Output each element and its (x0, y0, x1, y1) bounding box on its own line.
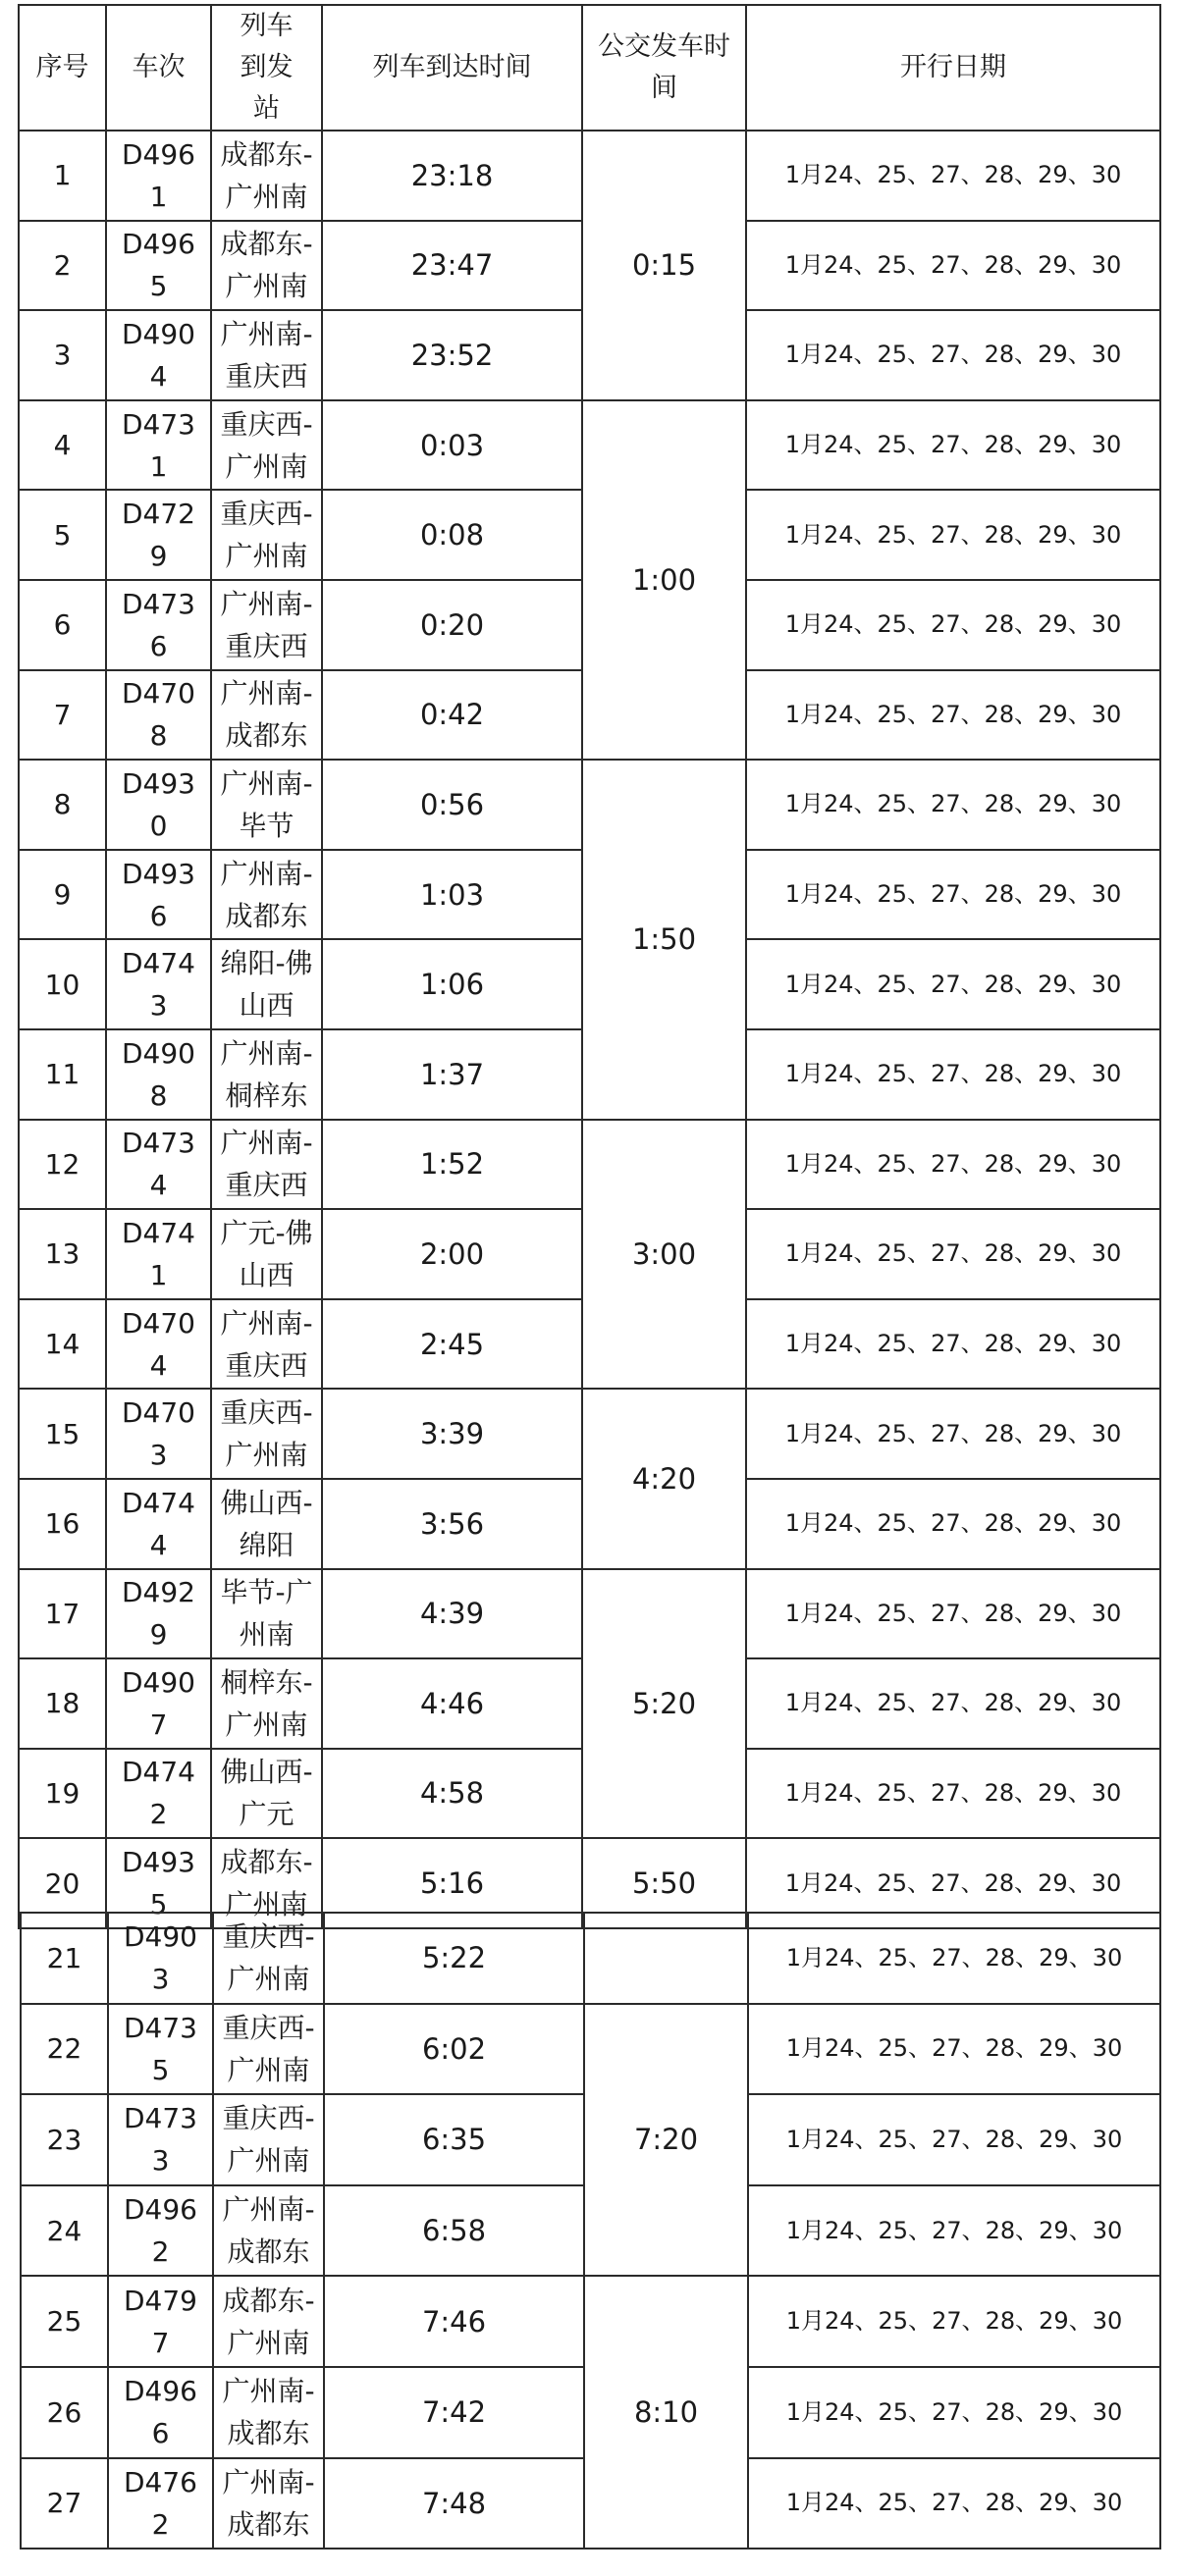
train-number-cell: D4961 (106, 131, 211, 221)
train-number-cell: D4908 (106, 1029, 211, 1120)
arrival-time-cell: 1:03 (322, 850, 582, 940)
train-number-cell: D4965 (106, 221, 211, 311)
header-arrival: 列车到达时间 (322, 5, 582, 131)
route-cell: 广州南-成都东 (211, 850, 322, 940)
train-number-cell: D4704 (106, 1299, 211, 1390)
table-1-body (19, 131, 1160, 1928)
train-number-cell: D4935 (106, 1838, 211, 1928)
bus-departure-cell: 4:20 (582, 1389, 746, 1568)
arrival-time-cell: 3:39 (322, 1389, 582, 1479)
arrival-time-cell: 7:42 (324, 2367, 584, 2458)
seq-cell: 27 (21, 2458, 108, 2550)
seq-cell: 14 (19, 1299, 106, 1390)
run-dates-cell: 1月24、25、27、28、29、30 (748, 2094, 1160, 2185)
seq-cell: 4 (19, 400, 106, 491)
seq-cell: 12 (19, 1120, 106, 1210)
train-number-cell: D4962 (108, 2185, 213, 2277)
run-dates-cell: 1月24、25、27、28、29、30 (746, 1120, 1160, 1210)
route-cell: 广州南-重庆西 (211, 310, 322, 400)
run-dates-cell: 1月24、25、27、28、29、30 (746, 760, 1160, 850)
route-cell: 绵阳-佛山西 (211, 939, 322, 1029)
seq-cell: 17 (19, 1569, 106, 1659)
table-row (21, 1913, 1160, 2004)
route-cell: 广州南-毕节 (211, 760, 322, 850)
table-row (19, 1569, 1160, 1659)
arrival-time-cell: 23:47 (322, 221, 582, 311)
seq-cell: 19 (19, 1749, 106, 1839)
train-number-cell: D4736 (106, 580, 211, 670)
route-cell: 广州南-成都东 (213, 2185, 324, 2277)
route-cell: 广州南-重庆西 (211, 1299, 322, 1390)
seq-cell: 5 (19, 490, 106, 580)
run-dates-cell: 1月24、25、27、28、29、30 (746, 939, 1160, 1029)
train-number-cell: D4744 (106, 1479, 211, 1569)
seq-cell: 24 (21, 2185, 108, 2277)
seq-cell: 3 (19, 310, 106, 400)
run-dates-cell: 1月24、25、27、28、29、30 (746, 670, 1160, 761)
arrival-time-cell: 0:56 (322, 760, 582, 850)
seq-cell: 18 (19, 1658, 106, 1749)
route-cell: 重庆西-广州南 (213, 2094, 324, 2185)
seq-cell: 25 (21, 2276, 108, 2367)
bus-departure-cell: 1:50 (582, 760, 746, 1119)
table-row (21, 2276, 1160, 2367)
route-cell: 重庆西-广州南 (213, 1913, 324, 2004)
route-cell: 广州南-重庆西 (211, 1120, 322, 1210)
arrival-time-cell: 4:46 (322, 1658, 582, 1749)
train-number-cell: D4907 (106, 1658, 211, 1749)
schedule-table-2 (20, 1912, 1161, 2550)
arrival-time-cell: 6:02 (324, 2004, 584, 2095)
train-number-cell: D4929 (106, 1569, 211, 1659)
route-cell: 成都东-广州南 (211, 221, 322, 311)
train-number-cell: D4903 (108, 1913, 213, 2004)
train-number-cell: D4743 (106, 939, 211, 1029)
run-dates-cell: 1月24、25、27、28、29、30 (748, 2004, 1160, 2095)
header-seq: 序号 (19, 5, 106, 131)
run-dates-cell: 1月24、25、27、28、29、30 (746, 1299, 1160, 1390)
route-cell: 佛山西-绵阳 (211, 1479, 322, 1569)
seq-cell: 16 (19, 1479, 106, 1569)
run-dates-cell: 1月24、25、27、28、29、30 (748, 1913, 1160, 2004)
arrival-time-cell: 23:18 (322, 131, 582, 221)
route-cell: 重庆西-广州南 (211, 490, 322, 580)
bus-departure-cell (584, 1913, 748, 2004)
train-number-cell: D4930 (106, 760, 211, 850)
run-dates-cell: 1月24、25、27、28、29、30 (746, 221, 1160, 311)
seq-cell: 15 (19, 1389, 106, 1479)
run-dates-cell: 1月24、25、27、28、29、30 (746, 1209, 1160, 1299)
train-number-cell: D4904 (106, 310, 211, 400)
run-dates-cell: 1月24、25、27、28、29、30 (748, 2276, 1160, 2367)
train-number-cell: D4762 (108, 2458, 213, 2550)
run-dates-cell: 1月24、25、27、28、29、30 (746, 1749, 1160, 1839)
seq-cell: 2 (19, 221, 106, 311)
train-number-cell: D4729 (106, 490, 211, 580)
table-row (21, 2004, 1160, 2095)
arrival-time-cell: 23:52 (322, 310, 582, 400)
train-number-cell: D4966 (108, 2367, 213, 2458)
route-cell: 毕节-广州南 (211, 1569, 322, 1659)
bus-departure-cell: 1:00 (582, 400, 746, 760)
arrival-time-cell: 5:22 (324, 1913, 584, 2004)
seq-cell: 26 (21, 2367, 108, 2458)
run-dates-cell: 1月24、25、27、28、29、30 (746, 1479, 1160, 1569)
seq-cell: 21 (21, 1913, 108, 2004)
route-cell: 佛山西-广元 (211, 1749, 322, 1839)
seq-cell: 10 (19, 939, 106, 1029)
train-number-cell: D4703 (106, 1389, 211, 1479)
arrival-time-cell: 3:56 (322, 1479, 582, 1569)
table-row (19, 400, 1160, 491)
header-bus: 公交发车时间 (582, 5, 746, 131)
bus-departure-cell: 7:20 (584, 2004, 748, 2277)
bus-departure-cell: 8:10 (584, 2276, 748, 2549)
route-cell: 重庆西-广州南 (211, 400, 322, 491)
run-dates-cell: 1月24、25、27、28、29、30 (746, 850, 1160, 940)
train-number-cell: D4731 (106, 400, 211, 491)
arrival-time-cell: 0:03 (322, 400, 582, 491)
table-row (19, 1389, 1160, 1479)
run-dates-cell: 1月24、25、27、28、29、30 (746, 1658, 1160, 1749)
arrival-time-cell: 0:08 (322, 490, 582, 580)
seq-cell: 23 (21, 2094, 108, 2185)
seq-cell: 6 (19, 580, 106, 670)
arrival-time-cell: 2:45 (322, 1299, 582, 1390)
arrival-time-cell: 5:16 (322, 1838, 582, 1928)
route-cell: 重庆西-广州南 (211, 1389, 322, 1479)
arrival-time-cell: 4:58 (322, 1749, 582, 1839)
arrival-time-cell: 1:52 (322, 1120, 582, 1210)
seq-cell: 20 (19, 1838, 106, 1928)
route-cell: 广州南-成都东 (213, 2367, 324, 2458)
run-dates-cell: 1月24、25、27、28、29、30 (748, 2458, 1160, 2550)
seq-cell: 7 (19, 670, 106, 761)
arrival-time-cell: 0:20 (322, 580, 582, 670)
run-dates-cell: 1月24、25、27、28、29、30 (746, 1838, 1160, 1928)
train-number-cell: D4735 (108, 2004, 213, 2095)
train-number-cell: D4936 (106, 850, 211, 940)
train-number-cell: D4734 (106, 1120, 211, 1210)
train-number-cell: D4708 (106, 670, 211, 761)
route-cell: 重庆西-广州南 (213, 2004, 324, 2095)
header-route: 列车到发站 (211, 5, 322, 131)
arrival-time-cell: 4:39 (322, 1569, 582, 1659)
run-dates-cell: 1月24、25、27、28、29、30 (746, 1569, 1160, 1659)
run-dates-cell: 1月24、25、27、28、29、30 (746, 580, 1160, 670)
run-dates-cell: 1月24、25、27、28、29、30 (746, 131, 1160, 221)
header-dates: 开行日期 (746, 5, 1160, 131)
bus-departure-cell: 5:50 (582, 1838, 746, 1928)
bus-departure-cell: 0:15 (582, 131, 746, 400)
route-cell: 成都东-广州南 (213, 2276, 324, 2367)
run-dates-cell: 1月24、25、27、28、29、30 (748, 2367, 1160, 2458)
seq-cell: 8 (19, 760, 106, 850)
arrival-time-cell: 6:58 (324, 2185, 584, 2277)
run-dates-cell: 1月24、25、27、28、29、30 (746, 400, 1160, 491)
route-cell: 成都东-广州南 (211, 131, 322, 221)
train-number-cell: D4797 (108, 2276, 213, 2367)
route-cell: 广州南-桐梓东 (211, 1029, 322, 1120)
bus-departure-cell: 5:20 (582, 1569, 746, 1839)
arrival-time-cell: 7:48 (324, 2458, 584, 2550)
train-number-cell: D4741 (106, 1209, 211, 1299)
route-cell: 桐梓东-广州南 (211, 1658, 322, 1749)
header-train: 车次 (106, 5, 211, 131)
arrival-time-cell: 7:46 (324, 2276, 584, 2367)
run-dates-cell: 1月24、25、27、28、29、30 (746, 1389, 1160, 1479)
arrival-time-cell: 6:35 (324, 2094, 584, 2185)
run-dates-cell: 1月24、25、27、28、29、30 (748, 2185, 1160, 2277)
train-number-cell: D4733 (108, 2094, 213, 2185)
bus-departure-cell: 3:00 (582, 1120, 746, 1390)
table-row (19, 131, 1160, 221)
route-cell: 成都东-广州南 (211, 1838, 322, 1928)
seq-cell: 13 (19, 1209, 106, 1299)
route-cell: 广州南-成都东 (213, 2458, 324, 2550)
schedule-table-1 (18, 4, 1161, 1929)
seq-cell: 11 (19, 1029, 106, 1120)
arrival-time-cell: 1:06 (322, 939, 582, 1029)
route-cell: 广元-佛山西 (211, 1209, 322, 1299)
arrival-time-cell: 0:42 (322, 670, 582, 761)
route-cell: 广州南-重庆西 (211, 580, 322, 670)
arrival-time-cell: 2:00 (322, 1209, 582, 1299)
table-row (19, 760, 1160, 850)
seq-cell: 1 (19, 131, 106, 221)
table-2-body (21, 1913, 1160, 2549)
table-row (19, 1120, 1160, 1210)
run-dates-cell: 1月24、25、27、28、29、30 (746, 1029, 1160, 1120)
train-number-cell: D4742 (106, 1749, 211, 1839)
arrival-time-cell: 1:37 (322, 1029, 582, 1120)
seq-cell: 22 (21, 2004, 108, 2095)
seq-cell: 9 (19, 850, 106, 940)
run-dates-cell: 1月24、25、27、28、29、30 (746, 490, 1160, 580)
route-cell: 广州南-成都东 (211, 670, 322, 761)
run-dates-cell: 1月24、25、27、28、29、30 (746, 310, 1160, 400)
header-row (19, 5, 1160, 131)
